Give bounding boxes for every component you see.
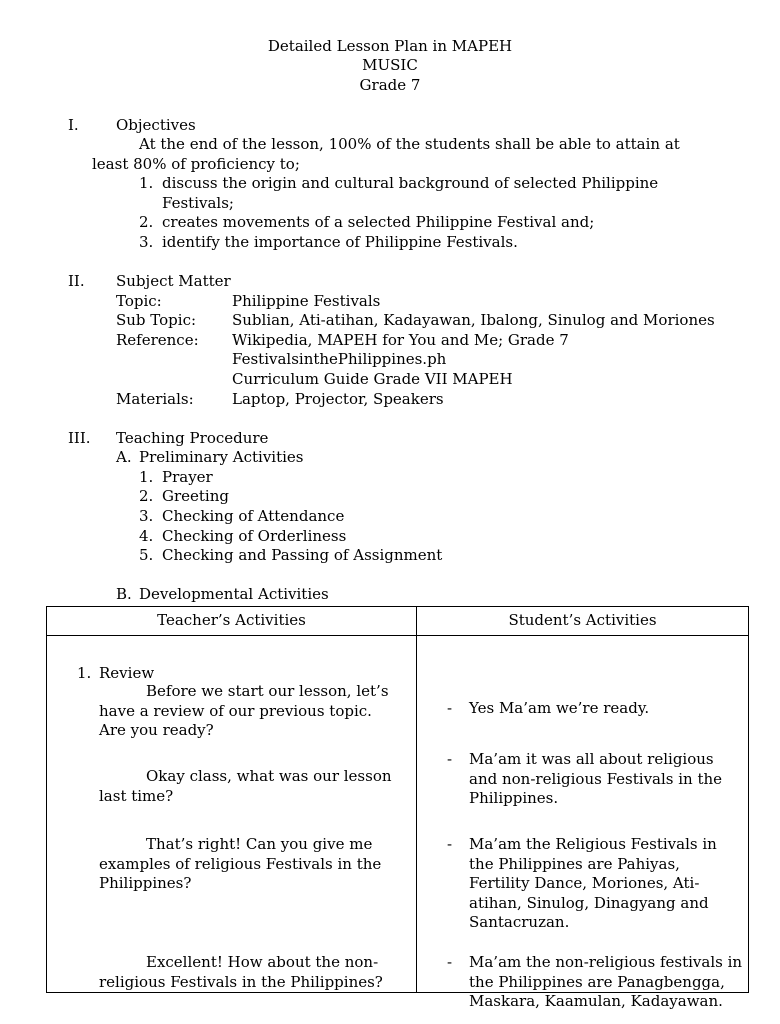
materials-label: Materials: — [116, 390, 194, 408]
table-header-row — [47, 607, 749, 636]
topic-value: Philippine Festivals — [232, 292, 381, 310]
prelim-letter: A. — [116, 448, 132, 466]
subtopic-value: Sublian, Ati-atihan, Kadayawan, Ibalong, Sinulog and Moriones — [232, 311, 715, 329]
prelim-item: Greeting — [162, 487, 229, 505]
review-number: 1. — [77, 664, 92, 682]
objective-number: 2. — [139, 213, 154, 231]
objective-number: 3. — [139, 233, 154, 251]
subtopic-label: Sub Topic: — [116, 311, 197, 329]
materials-value: Laptop, Projector, Speakers — [232, 390, 444, 408]
prelim-number: 3. — [139, 507, 154, 525]
doc-title: Detailed Lesson Plan in MAPEH — [267, 37, 513, 55]
bullet-dash: - — [447, 699, 453, 717]
review-label: Review — [99, 664, 155, 682]
teacher-prompt: Okay class, what was our lesson last time? — [99, 767, 392, 805]
teacher-prompt: Excellent! How about the non-religious Festivals in the Philippines? — [99, 953, 383, 991]
procedure-heading: Teaching Procedure — [116, 429, 269, 447]
prelim-item: Checking and Passing of Assignment — [162, 546, 443, 564]
subject-numeral: II. — [68, 272, 85, 290]
objective-item: creates movements of a selected Philippine Festival and; — [162, 213, 595, 231]
developmental-activities-table — [46, 606, 749, 1011]
topic-label: Topic: — [116, 292, 162, 310]
prelim-number: 4. — [139, 527, 154, 545]
objectives-intro-cont: least 80% of proficiency to; — [92, 155, 300, 173]
prelim-number: 2. — [139, 487, 154, 505]
doc-subject: MUSIC — [362, 56, 418, 74]
student-response: Ma’am the non-religious festivals in the Philippines are Panagbengga, Maskara, Kaamulan, Kadayawan. — [469, 953, 743, 1011]
teacher-prompt: That’s right! Can you give me examples of religious Festivals in the Philippines? — [99, 835, 382, 893]
bullet-dash: - — [447, 953, 453, 971]
reference-label: Reference: — [116, 331, 199, 349]
student-activities-header: Student’s Activities — [417, 607, 749, 636]
doc-grade: Grade 7 — [359, 76, 421, 94]
teacher-activities-header: Teacher’s Activities — [47, 607, 417, 636]
procedure-numeral: III. — [68, 429, 91, 447]
student-response: Yes Ma’am we’re ready. — [469, 699, 650, 717]
objective-number: 1. — [139, 174, 154, 192]
teacher-prompt: Before we start our lesson, let’s have a review of our previous topic. Are you ready? — [99, 682, 389, 740]
prelim-number: 5. — [139, 546, 154, 564]
objectives-heading: Objectives — [116, 116, 196, 134]
dev-heading: Developmental Activities — [139, 585, 329, 603]
teacher-activities-cell — [47, 636, 417, 993]
dev-letter: B. — [116, 585, 132, 603]
objective-item: identify the importance of Philippine Festivals. — [162, 233, 518, 251]
prelim-number: 1. — [139, 468, 154, 486]
reference-line: Curriculum Guide Grade VII MAPEH — [232, 370, 513, 388]
student-activities-cell — [417, 636, 749, 1011]
objectives-intro: At the end of the lesson, 100% of the students shall be able to attain at — [139, 135, 680, 153]
objective-item-cont: Festivals; — [162, 194, 234, 212]
bullet-dash: - — [447, 835, 453, 853]
prelim-heading: Preliminary Activities — [139, 448, 304, 466]
objectives-numeral: I. — [68, 116, 79, 134]
bullet-dash: - — [447, 750, 453, 768]
prelim-item: Prayer — [162, 468, 213, 486]
table-row — [47, 636, 749, 993]
prelim-item: Checking of Orderliness — [162, 527, 347, 545]
objective-item: discuss the origin and cultural background of selected Philippine — [162, 174, 659, 192]
student-response: Ma’am it was all about religious and non-religious Festivals in the Philippines. — [469, 750, 723, 808]
student-response: Ma’am the Religious Festivals in the Philippines are Pahiyas, Fertility Dance, Moriones, Ati-atihan, Sinulog, Dinagyang and Santacruzan. — [469, 835, 717, 932]
reference-line: Wikipedia, MAPEH for You and Me; Grade 7 — [232, 331, 569, 349]
subject-heading: Subject Matter — [116, 272, 231, 290]
prelim-item: Checking of Attendance — [162, 507, 345, 525]
reference-line: FestivalsinthePhilippines.ph — [232, 350, 447, 368]
